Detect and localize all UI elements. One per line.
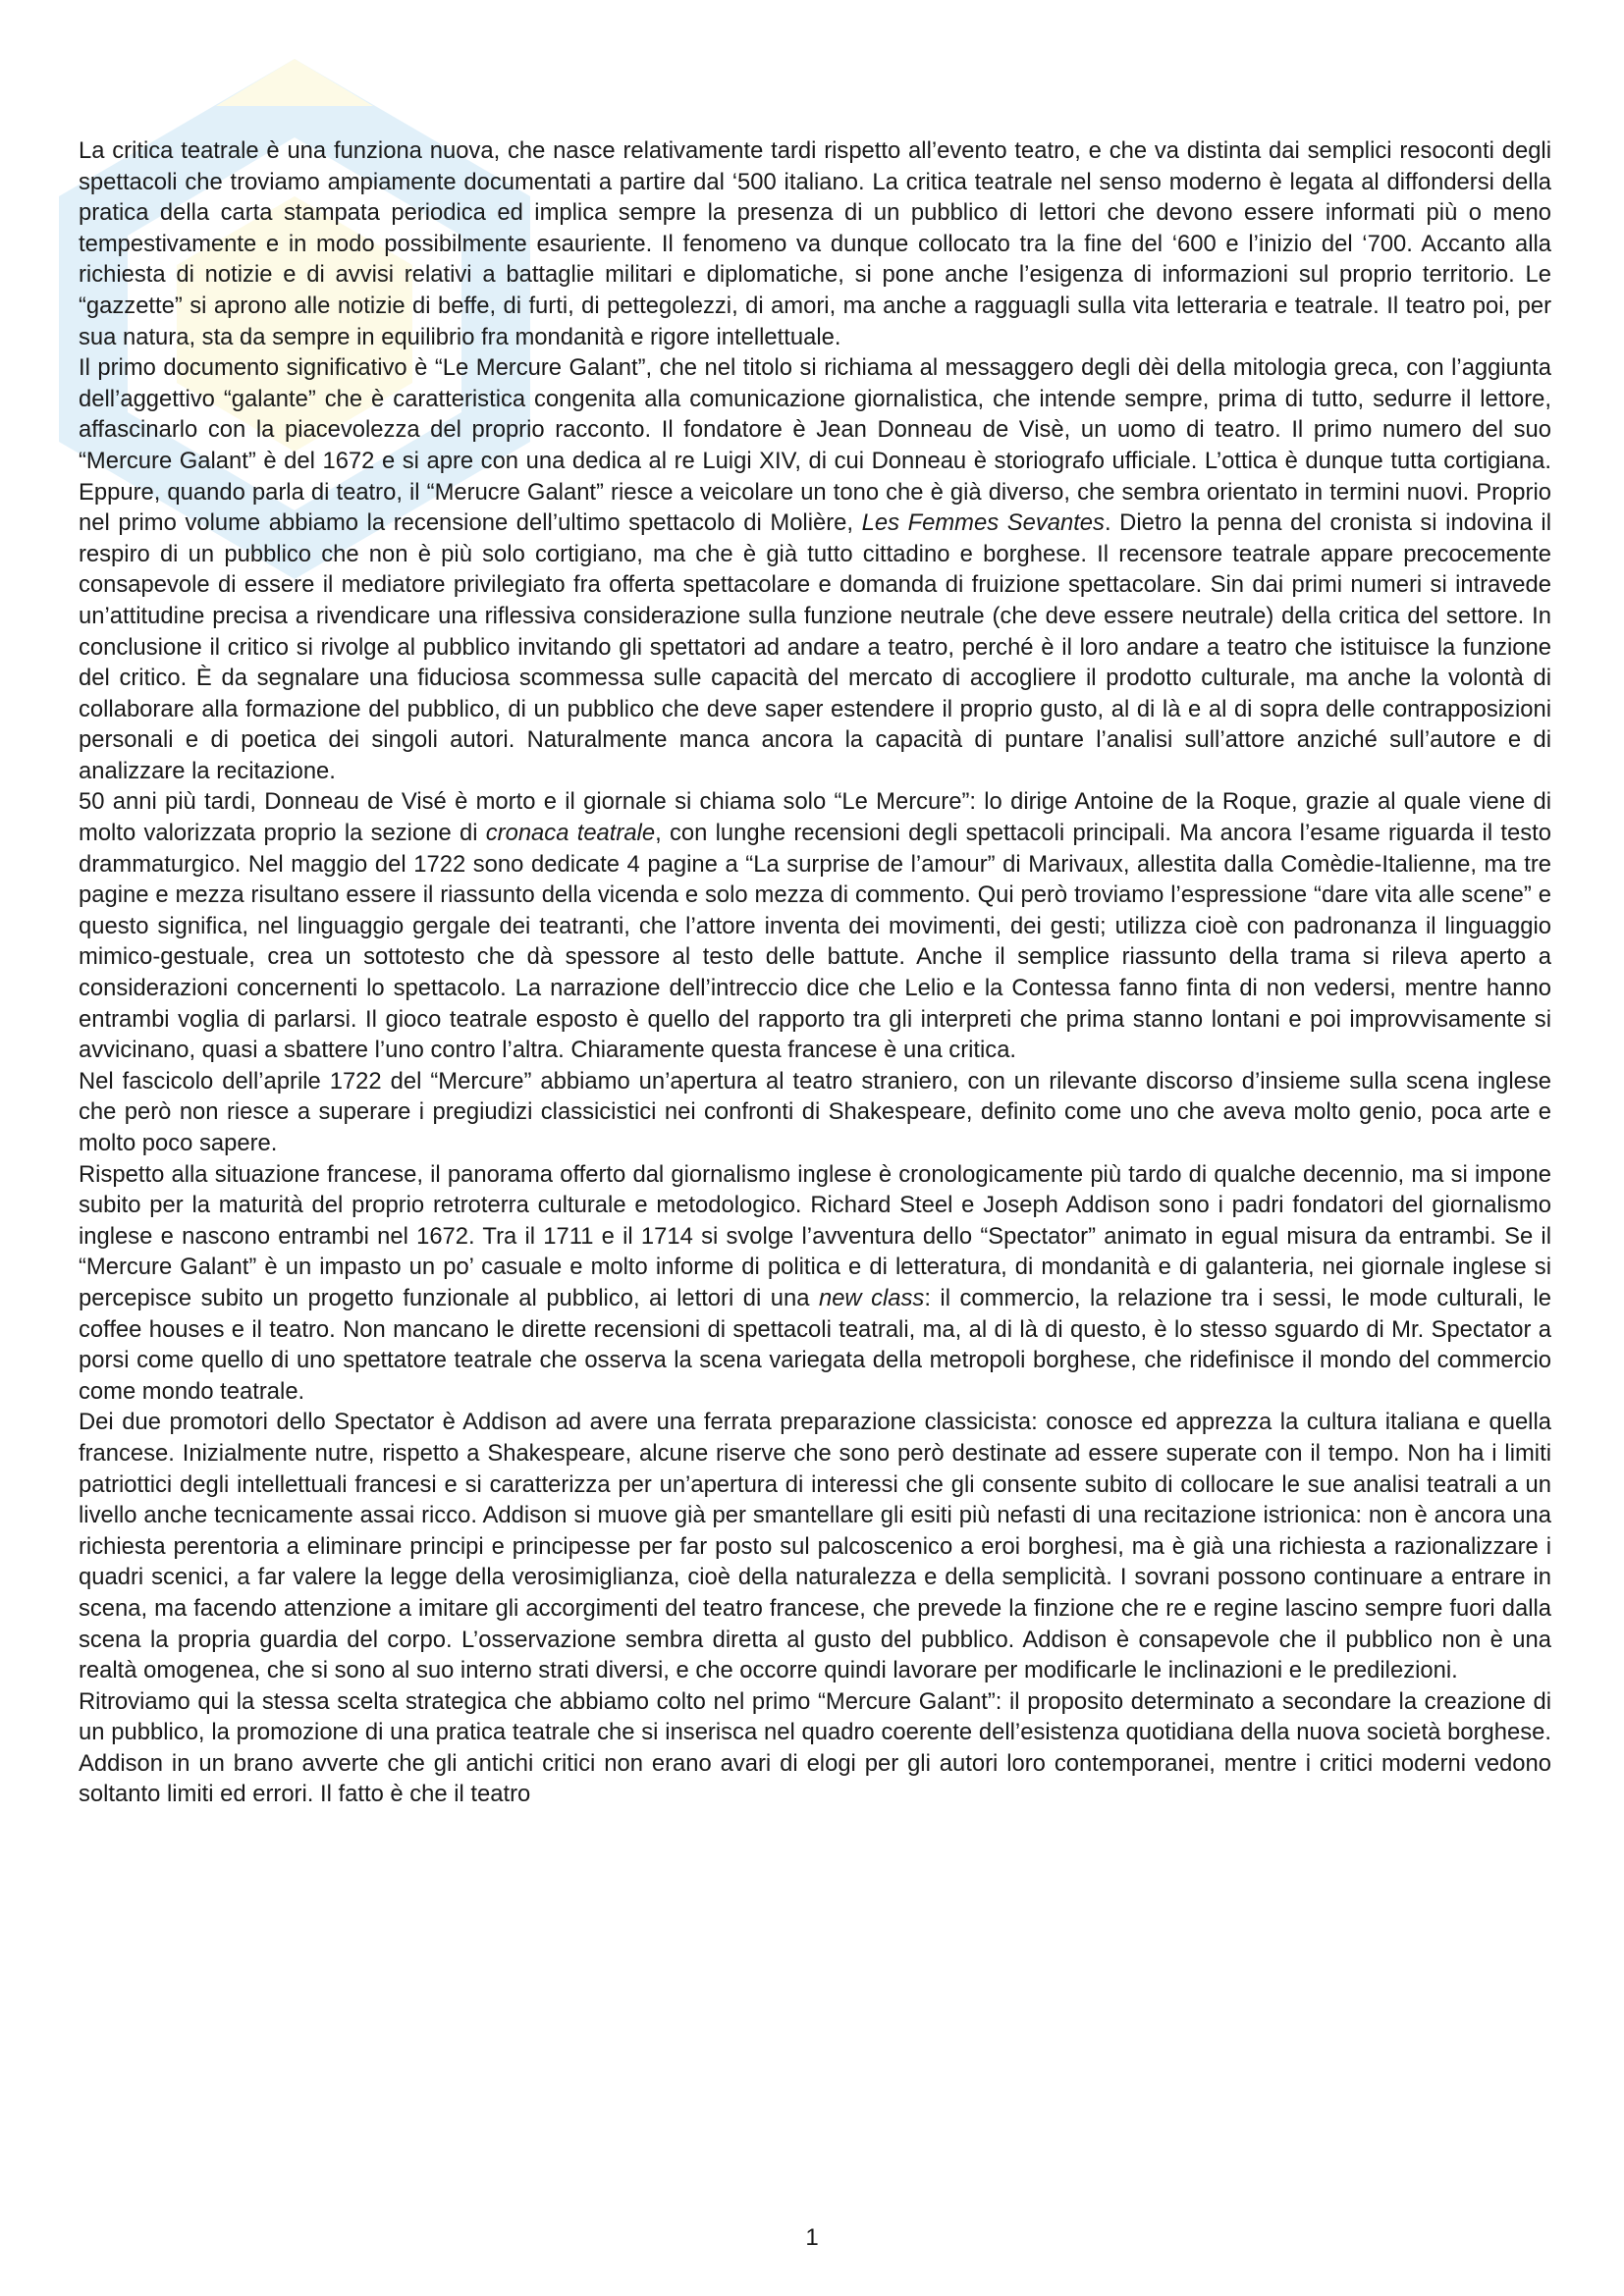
paragraph-4-text: Nel fascicolo dell’aprile 1722 del “Mercure” abbiamo un’apertura al teatro straniero, con un rilevante discorso d’insieme sulla scena inglese che però non riesce a superare i pregiudizi classicistici nei confronti di Shakespeare, definito come uno che aveva molto genio, poca arte e molto poco sapere. xyxy=(79,1067,1551,1156)
paragraph-2-text-a: Il primo documento significativo è “Le Mercure Galant”, che nel titolo si richiama al messaggero degli dèi della mitologia greca, con l’aggiunta dell’aggettivo “galante” che è caratteristica congenita alla comunicazione giornalistica, che intende sempre, prima di tutto, sedurre il lettore, affascinarlo con la piacevolezza del proprio racconto. Il fondatore è Jean Donneau de Visè, un uomo di teatro. Il primo numero del suo “Mercure Galant” è del 1672 e si apre con una dedica al re Luigi XIV, di cui Donneau è storiografo ufficiale. L’ottica è dunque tutta cortigiana. Eppure, quando parla di teatro, il “Merucre Galant” riesce a veicolare un tono che è già diverso, che sembra orientato in termini nuovi. Proprio nel primo volume abbiamo la recensione dell’ultimo spettacolo di Molière, xyxy=(79,354,1551,537)
paragraph-3-text-b: , con lunghe recensioni degli spettacoli principali. Ma ancora l’esame riguarda il testo drammaturgico. Nel maggio del 1722 sono dedicate 4 pagine a “La surprise de l’amour” di Marivaux, allestita dalla Comèdie-Italienne, ma tre pagine e mezza risultano essere il riassunto della vicenda e solo mezza di commento. Qui però troviamo l’espressione “dare vita alle scene” e questo significa, nel linguaggio gergale dei teatranti, che l’attore inventa dei movimenti, dei gesti; utilizza cioè con padronanza il linguaggio mimico-gestuale, crea un sottotesto che dà spessore al testo delle battute. Anche il semplice riassunto della trama si rileva aperto a considerazioni concernenti lo spettacolo. La narrazione dell’intreccio dice che Lelio e la Contessa fanno finta di non vedersi, mentre hanno entrambi voglia di parlarsi. Il gioco teatrale esposto è quello del rapporto tra gli interpreti che prima stanno lontani e poi improvvisamente si avvicinano, quasi a sbattere l’uno contro l’altra. Chiaramente questa francese è una critica. xyxy=(79,820,1551,1064)
page-number: 1 xyxy=(805,2224,819,2251)
paragraph-5 xyxy=(79,1159,1551,1408)
paragraph-6 xyxy=(79,1407,1551,1685)
body-text xyxy=(79,135,1551,1810)
paragraph-2 xyxy=(79,352,1551,786)
paragraph-4 xyxy=(79,1066,1551,1159)
paragraph-7-text: Ritroviamo qui la stessa scelta strategica che abbiamo colto nel primo “Mercure Galant”: il proposito determinato a secondare la creazione di un pubblico, la promozione di una pratica teatrale che si inserisca nel quadro coerente dell’esistenza quotidiana della nuova società borghese. Addison in un brano avverte che gli antichi critici non erano avari di elogi per gli autori loro contemporanei, mentre i critici moderni vedono soltanto limiti ed errori. Il fatto è che il teatro xyxy=(79,1687,1551,1808)
paragraph-1 xyxy=(79,135,1551,352)
paragraph-2-text-b: . Dietro la penna del cronista si indovina il respiro di un pubblico che non è più solo cortigiano, ma che è già tutto cittadino e borghese. Il recensore teatrale appare precocemente consapevole di essere il mediatore privilegiato fra offerta spettacolare e domanda di fruizione spettacolare. Sin dai primi numeri si intravede un’attitudine precisa a rivendicare una riflessiva considerazione sulla funzione neutrale (che deve essere neutrale) della critica del settore. In conclusione il critico si rivolge al pubblico invitando gli spettatori ad andare a teatro, perché è il loro andare a teatro che istituisce la funzione del critico. È da segnalare una fiduciosa scommessa sulle capacità del mercato di accogliere il prodotto culturale, ma anche la volontà di collaborare alla formazione del pubblico, di un pubblico che deve saper estendere il proprio gusto, al di là e al di sopra delle contrapposizioni personali e di poetica dei singoli autori. Naturalmente manca ancora la capacità di puntare l’analisi sull’attore anziché sull’autore e di analizzare la recitazione. xyxy=(79,509,1551,784)
paragraph-5-text-b: : il commercio, la relazione tra i sessi, le mode culturali, le coffee houses e il teatro. Non mancano le dirette recensioni di spettacoli teatrali, ma, al di là di questo, è lo stesso sguardo di Mr. Spectator a porsi come quello di uno spettatore teatrale che osserva la scena variegata della metropoli borghese, che ridefinisce il mondo del commercio come mondo teatrale. xyxy=(79,1284,1552,1405)
paragraph-1-text: La critica teatrale è una funziona nuova, che nasce relativamente tardi rispetto all’evento teatro, e che va distinta dai semplici resoconti degli spettacoli che troviamo ampiamente documentati a partire dal ‘500 italiano. La critica teatrale nel senso moderno è legata al diffondersi della pratica della carta stampata periodica ed implica sempre la presenza di un pubblico di lettori che devono essere informati più o meno tempestivamente e in modo possibilmente esauriente. Il fenomeno va dunque collocato tra la fine del ‘600 e l’inizio del ‘700. Accanto alla richiesta di notizie e di avvisi relativi a battaglie militari e diplomatiche, si pone anche l’esigenza di informazioni sul proprio territorio. Le “gazzette” si aprono alle notizie di beffe, di furti, di pettegolezzi, di amori, ma anche a ragguagli sulla vita letteraria e teatrale. Il teatro poi, per sua natura, sta da sempre in equilibrio fra mondanità e rigore intellettuale. xyxy=(79,137,1551,350)
paragraph-5-italic: new class xyxy=(818,1284,925,1311)
paragraph-3-italic: cronaca teatrale xyxy=(485,820,656,847)
paragraph-5-text-a: Rispetto alla situazione francese, il panorama offerto dal giornalismo inglese è cronologicamente più tardo di qualche decennio, ma si impone subito per la maturità del proprio retroterra culturale e metodologico. Richard Steel e Joseph Addison sono i padri fondatori del giornalismo inglese e nascono entrambi nel 1672. Tra il 1711 e il 1714 si svolge l’avventura dello “Spectator” animato in egual misura da entrambi. Se il “Mercure Galant” è un impasto un po’ casuale e molto informe di politica e di letteratura, di mondanità e di galanteria, nei giornale inglese si percepisce subito un progetto funzionale al pubblico, ai lettori di una xyxy=(79,1160,1551,1311)
paragraph-3-text-a: 50 anni più tardi, Donneau de Visé è morto e il giornale si chiama solo “Le Mercure”: lo dirige Antoine de la Roque, grazie al quale viene di molto valorizzata proprio la sezione di xyxy=(79,788,1551,847)
paragraph-7 xyxy=(79,1686,1551,1810)
paragraph-2-italic: Les Femmes Sevantes xyxy=(861,509,1105,537)
paragraph-3 xyxy=(79,786,1551,1065)
paragraph-6-text: Dei due promotori dello Spectator è Addison ad avere una ferrata preparazione classicista: conosce ed apprezza la cultura italiana e quella francese. Inizialmente nutre, rispetto a Shakespeare, alcune riserve che sono però destinate ad essere superate con il tempo. Non ha i limiti patriottici degli intellettuali francesi e si caratterizza per un’apertura di interessi che gli consente subito di collocare le sue analisi teatrali a un livello anche tecnicamente assai ricco. Addison si muove già per smantellare gli esiti più nefasti di una recitazione istrionica: non è ancora una richiesta perentoria a eliminare principi e principesse per far posto sul palcoscenico a eroi borghesi, ma è già una richiesta a razionalizzare i quadri scenici, a far valere la legge della verosimiglianza, cioè della naturalezza e della semplicità. I sovrani possono continuare a entrare in scena, ma facendo attenzione a imitare gli accorgimenti del teatro francese, che prevede la finzione che re e regine lascino sempre fuori dalla scena la propria guardia del corpo. L’osservazione sembra diretta al gusto del pubblico. Addison è consapevole che il pubblico non è una realtà omogenea, che si sono al suo interno strati diversi, e che occorre quindi lavorare per modificarle le inclinazioni e le predilezioni. xyxy=(79,1409,1551,1684)
